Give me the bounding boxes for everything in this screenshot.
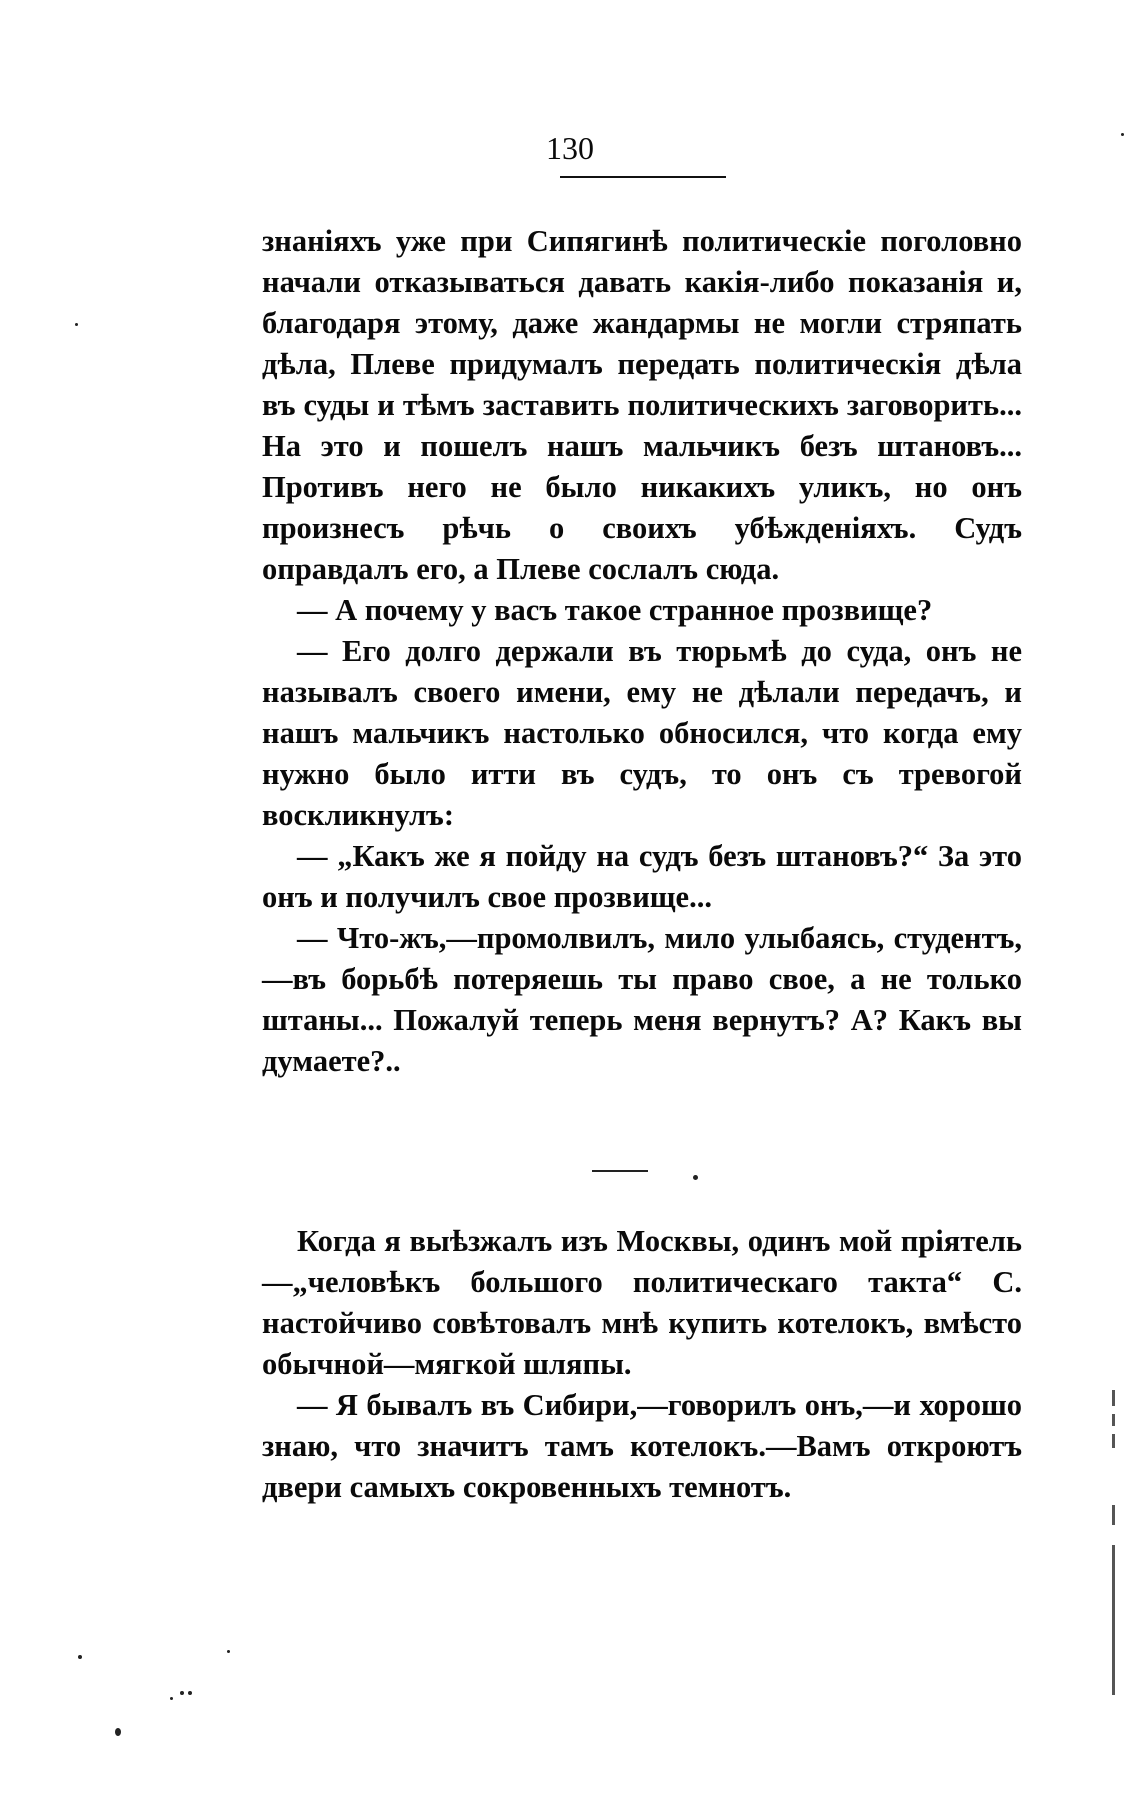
- scan-speck: [180, 1691, 184, 1695]
- scan-edge-mark: [1112, 1390, 1115, 1406]
- scan-edge-mark: [1112, 1505, 1115, 1525]
- scan-speck: [170, 1697, 173, 1700]
- scan-speck: [78, 1655, 82, 1659]
- scan-edge-mark: [1112, 1434, 1115, 1448]
- paragraph: — „Какъ же я пойду на судъ безъ штановъ?“ За это онъ и получилъ свое прозвище...: [262, 839, 1022, 914]
- section-divider-dot: [693, 1175, 698, 1180]
- header-rule: [560, 176, 726, 178]
- scan-speck: [227, 1650, 230, 1653]
- scan-speck: [75, 323, 78, 326]
- paragraph: знаніяхъ уже при Сипягинѣ политическіе поголовно начали отказываться давать какія-либо показанія и, благодаря этому, даже жандармы не могли стряпать дѣла, Плеве придумалъ передать политическія дѣла въ суды и тѣмъ заставить политическихъ заговорить... На это и пошелъ нашъ мальчикъ безъ штановъ... Противъ него не было никакихъ уликъ, но онъ произнесъ рѣчь о своихъ убѣжденіяхъ. Судъ оправдалъ его, а Плеве сослалъ сюда.: [262, 224, 1022, 586]
- paragraph: Когда я выѣзжалъ изъ Москвы, одинъ мой пріятель—„человѣкъ большого политическаго такта“ С. настойчиво совѣтовалъ мнѣ купить котелокъ, вмѣсто обычной—мягкой шляпы.: [262, 1224, 1022, 1381]
- paragraph: — А почему у васъ такое странное прозвище?: [297, 593, 933, 627]
- scan-speck: [188, 1691, 192, 1695]
- page-number: 130: [546, 130, 594, 166]
- paragraph: — Что-жъ,—промолвилъ, мило улыбаясь, студентъ,—въ борьбѣ потеряешь ты право свое, а не только штаны... Пожалуй теперь меня вернутъ? А? Какъ вы думаете?..: [262, 921, 1022, 1078]
- text-block-1: [262, 221, 1022, 1082]
- scan-edge-mark: [1112, 1414, 1115, 1426]
- text-block-2: [262, 1221, 1022, 1508]
- scan-speck: [1121, 133, 1124, 136]
- paragraph: — Я бывалъ въ Сибири,—говорилъ онъ,—и хорошо знаю, что значитъ тамъ котелокъ.—Вамъ откроютъ двери самыхъ сокровенныхъ темнотъ.: [262, 1388, 1022, 1504]
- scan-speck: [115, 1728, 121, 1736]
- scan-edge-mark: [1112, 1545, 1115, 1695]
- paragraph: — Его долго держали въ тюрьмѣ до суда, онъ не называлъ своего имени, ему не дѣлали передачъ, и нашъ мальчикъ настолько обносился, что когда ему нужно было итти въ судъ, то онъ съ тревогой воскликнулъ:: [262, 634, 1022, 832]
- section-divider: [592, 1170, 648, 1172]
